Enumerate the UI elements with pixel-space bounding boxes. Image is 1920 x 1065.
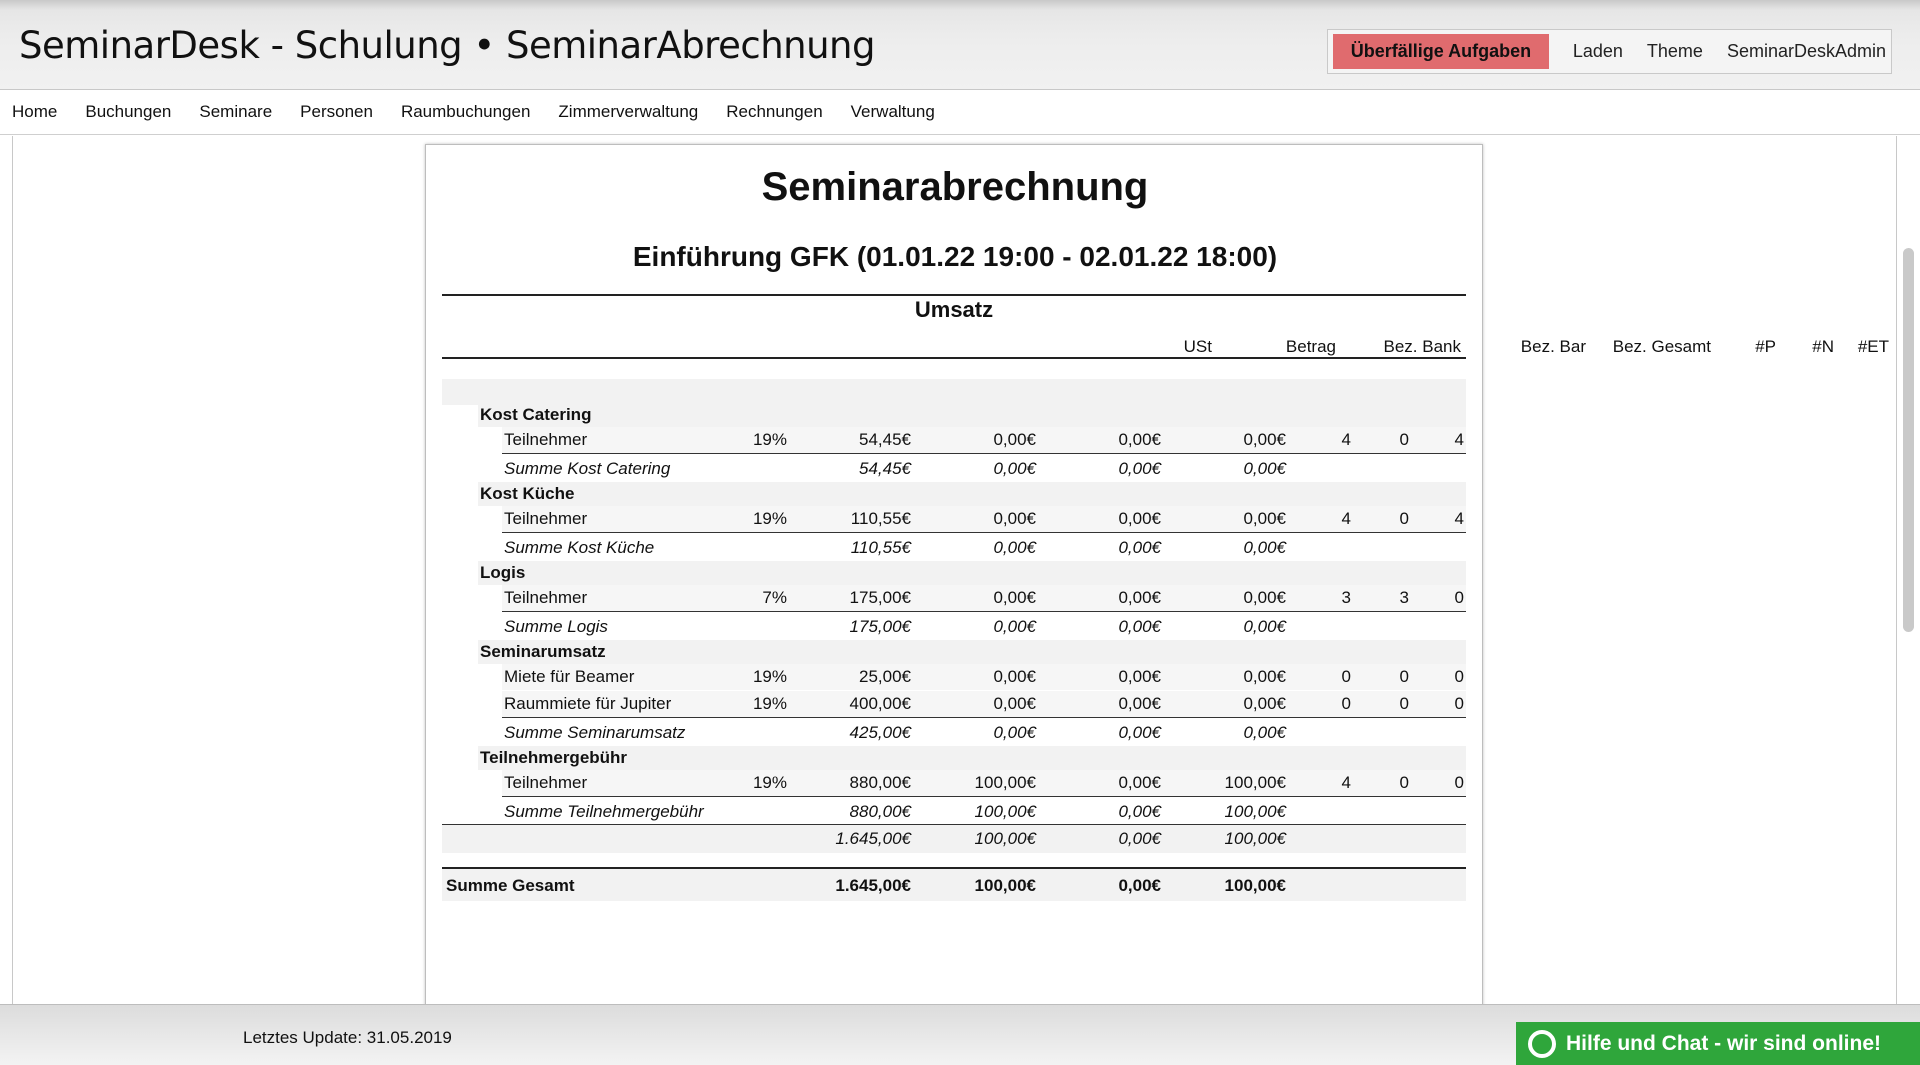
total-betrag: 1.645,00€ [835, 876, 911, 895]
row-bar: 0,00€ [1118, 667, 1161, 686]
report-title: Seminarabrechnung [761, 165, 1149, 209]
row-betrag: 400,00€ [849, 694, 911, 713]
row-ust: 7% [762, 588, 787, 607]
header-divider [442, 357, 1466, 359]
column-header-bez-bar: Bez. Bar [1520, 337, 1586, 356]
sum-bar: 0,00€ [1118, 459, 1161, 478]
subtotal-bank: 100,00€ [974, 829, 1036, 848]
sum-betrag: 175,00€ [849, 617, 911, 636]
sum-label: Summe Teilnehmergebühr [504, 802, 704, 821]
row-count-n: 0 [1399, 509, 1409, 528]
column-header-et: #ET [1857, 337, 1889, 356]
group-header: Logis [480, 563, 526, 582]
column-header-p: #P [1755, 337, 1776, 356]
sum-label: Summe Seminarumsatz [504, 723, 686, 742]
help-chat-label: Hilfe und Chat - wir sind online! [1566, 1032, 1881, 1055]
total-label: Summe Gesamt [446, 876, 575, 895]
row-count-et: 0 [1454, 667, 1464, 686]
user-menu-button[interactable]: SeminarDeskAdmin [1726, 41, 1886, 61]
row-betrag: 25,00€ [859, 667, 911, 686]
group-band [478, 403, 1466, 427]
spacer-band [442, 379, 1466, 405]
column-header-bez-gesamt: Bez. Gesamt [1612, 337, 1711, 356]
row-betrag: 54,45€ [859, 430, 911, 449]
group-header: Kost Küche [480, 484, 575, 503]
sum-bar: 0,00€ [1118, 802, 1161, 821]
row-ust: 19% [752, 667, 787, 686]
sum-betrag: 880,00€ [849, 802, 911, 821]
sum-bar: 0,00€ [1118, 617, 1161, 636]
nav-item-seminare[interactable]: Seminare [199, 102, 273, 121]
sum-betrag: 54,45€ [859, 459, 911, 478]
row-gesamt: 0,00€ [1243, 588, 1286, 607]
sum-gesamt: 0,00€ [1243, 617, 1286, 636]
total-gesamt: 100,00€ [1224, 876, 1286, 895]
sum-divider [502, 611, 1466, 612]
group-band [478, 640, 1466, 664]
row-count-et: 0 [1454, 773, 1464, 792]
sum-gesamt: 0,00€ [1243, 459, 1286, 478]
row-bank: 0,00€ [993, 430, 1036, 449]
group-header: Seminarumsatz [480, 642, 606, 661]
scrollbar-thumb[interactable] [1903, 248, 1914, 632]
row-label: Raummiete für Jupiter [504, 694, 672, 713]
sum-bar: 0,00€ [1118, 723, 1161, 742]
nav-item-home[interactable]: Home [12, 102, 58, 121]
row-betrag: 110,55€ [850, 509, 911, 528]
row-count-et: 4 [1454, 509, 1464, 528]
group-band [478, 482, 1466, 506]
section-divider [442, 294, 1466, 296]
load-button[interactable]: Laden [1572, 41, 1623, 61]
sum-bank: 0,00€ [993, 723, 1036, 742]
sum-label: Summe Logis [504, 617, 608, 636]
row-count-n: 0 [1399, 667, 1409, 686]
row-count-n: 0 [1399, 773, 1409, 792]
row-bank: 0,00€ [993, 694, 1036, 713]
column-header-ust: USt [1183, 337, 1212, 356]
sum-divider [502, 717, 1466, 718]
row-count-et: 0 [1454, 694, 1464, 713]
group-header: Teilnehmergebühr [480, 748, 628, 767]
row-gesamt: 100,00€ [1224, 773, 1286, 792]
row-bank: 100,00€ [974, 773, 1036, 792]
sum-gesamt: 0,00€ [1243, 723, 1286, 742]
row-count-n: 3 [1399, 588, 1409, 607]
report-document [425, 144, 1889, 1014]
sum-label: Summe Kost Catering [504, 459, 671, 478]
sum-bank: 0,00€ [993, 617, 1036, 636]
row-count-p: 4 [1341, 509, 1351, 528]
row-betrag: 175,00€ [849, 588, 911, 607]
total-bank: 100,00€ [974, 876, 1036, 895]
row-ust: 19% [752, 430, 787, 449]
row-count-p: 0 [1341, 667, 1351, 686]
row-betrag: 880,00€ [849, 773, 911, 792]
group-band [478, 561, 1466, 585]
subtotal-betrag: 1.645,00€ [835, 829, 911, 848]
row-count-p: 3 [1341, 588, 1351, 607]
subtotal-gesamt: 100,00€ [1224, 829, 1286, 848]
header-actions [1327, 29, 1892, 74]
sum-label: Summe Kost Küche [504, 538, 655, 557]
app-footer [0, 1004, 1920, 1065]
row-bank: 0,00€ [993, 588, 1036, 607]
row-count-n: 0 [1399, 430, 1409, 449]
sum-divider [502, 796, 1466, 797]
row-gesamt: 0,00€ [1243, 694, 1286, 713]
row-gesamt: 0,00€ [1243, 667, 1286, 686]
row-count-p: 4 [1341, 773, 1351, 792]
row-label: Teilnehmer [504, 773, 588, 792]
row-label: Teilnehmer [504, 430, 588, 449]
nav-item-raumbuchungen[interactable]: Raumbuchungen [400, 102, 531, 121]
sum-bank: 0,00€ [993, 459, 1036, 478]
sum-betrag: 110,55€ [850, 538, 911, 557]
row-count-et: 4 [1454, 430, 1464, 449]
row-count-p: 0 [1341, 694, 1351, 713]
row-bar: 0,00€ [1118, 694, 1161, 713]
row-label: Teilnehmer [504, 509, 588, 528]
report-subtitle: Einführung GFK (01.01.22 19:00 - 02.01.22 18:00) [632, 241, 1278, 272]
group-header: Kost Catering [480, 405, 592, 424]
column-header-betrag: Betrag [1285, 337, 1336, 356]
chat-bubble-icon [1528, 1030, 1556, 1058]
last-update-text: Letztes Update: 31.05.2019 [243, 1028, 452, 1047]
section-title: Umsatz [914, 297, 994, 322]
sum-bar: 0,00€ [1118, 538, 1161, 557]
column-header-n: #N [1812, 337, 1834, 356]
content-divider [1896, 136, 1897, 1004]
main-nav [0, 90, 1920, 135]
row-ust: 19% [752, 509, 787, 528]
sum-bank: 100,00€ [974, 802, 1036, 821]
sum-divider [502, 532, 1466, 533]
row-count-n: 0 [1399, 694, 1409, 713]
row-label: Miete für Beamer [504, 667, 635, 686]
row-bar: 0,00€ [1118, 430, 1161, 449]
content-divider [12, 136, 13, 1004]
row-count-et: 0 [1454, 588, 1464, 607]
sum-divider [502, 453, 1466, 454]
nav-item-personen[interactable]: Personen [300, 102, 373, 121]
row-ust: 19% [752, 773, 787, 792]
total-bar: 0,00€ [1118, 876, 1161, 895]
subtotal-bar: 0,00€ [1118, 829, 1161, 848]
app-header [0, 0, 1920, 90]
row-ust: 19% [752, 694, 787, 713]
sum-gesamt: 0,00€ [1243, 538, 1286, 557]
row-gesamt: 0,00€ [1243, 509, 1286, 528]
nav-item-buchungen[interactable]: Buchungen [85, 102, 172, 121]
sum-betrag: 425,00€ [849, 723, 911, 742]
theme-button[interactable]: Theme [1646, 41, 1703, 61]
row-bank: 0,00€ [993, 667, 1036, 686]
nav-item-verwaltung[interactable]: Verwaltung [850, 102, 935, 121]
row-gesamt: 0,00€ [1243, 430, 1286, 449]
sum-gesamt: 100,00€ [1224, 802, 1286, 821]
nav-item-rechnungen[interactable]: Rechnungen [726, 102, 823, 121]
main-content [0, 136, 1920, 1004]
help-chat-button[interactable] [1516, 1022, 1920, 1065]
row-label: Teilnehmer [504, 588, 588, 607]
column-header-bez-bank: Bez. Bank [1383, 337, 1461, 356]
row-bar: 0,00€ [1118, 773, 1161, 792]
nav-item-zimmerverwaltung[interactable]: Zimmerverwaltung [558, 102, 699, 121]
sum-bank: 0,00€ [993, 538, 1036, 557]
row-bar: 0,00€ [1118, 509, 1161, 528]
row-bank: 0,00€ [993, 509, 1036, 528]
overdue-tasks-button[interactable]: Überfällige Aufgaben [1333, 34, 1549, 69]
row-count-p: 4 [1341, 430, 1351, 449]
row-bar: 0,00€ [1118, 588, 1161, 607]
app-title: SeminarDesk - Schulung • SeminarAbrechnung [19, 24, 875, 67]
